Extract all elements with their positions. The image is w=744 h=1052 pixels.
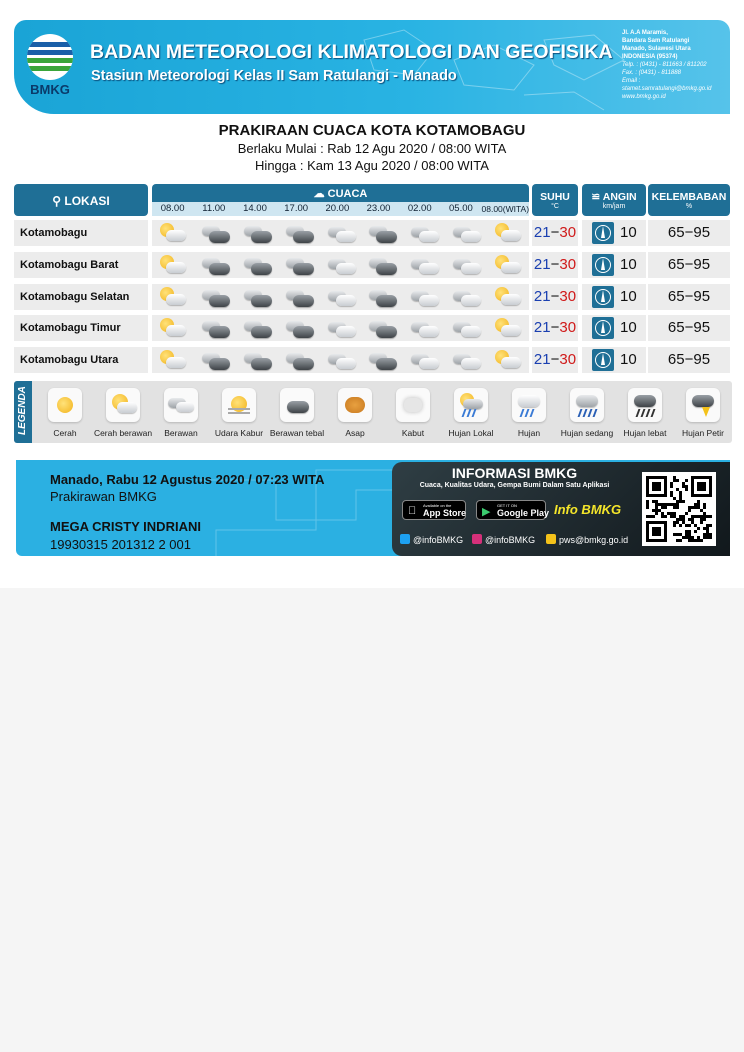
legend-item (268, 381, 326, 443)
mail-icon (546, 534, 556, 544)
weather-icons (152, 220, 529, 246)
berawan-tebal-icon (242, 255, 272, 275)
berawan-tebal-icon (367, 255, 397, 275)
weather-cell (361, 252, 403, 278)
wind-speed: 10 (620, 255, 637, 273)
temp-min: 21 (533, 224, 551, 241)
weather-cell (487, 284, 529, 310)
issue-date: Manado, Rabu 12 Agustus 2020 / 07:23 WITA (50, 472, 325, 487)
weather-cell (236, 315, 278, 341)
forecaster-role: Prakirawan BMKG (50, 489, 157, 504)
address-fax: Fax. : (0431) - 811888 (622, 70, 681, 76)
table-row (14, 315, 732, 341)
qr-code[interactable] (642, 472, 716, 546)
wind (582, 284, 646, 310)
weather-cell (152, 220, 194, 246)
email-address: pws@bmkg.go.id (559, 535, 629, 545)
cerah-berawan-icon (158, 255, 188, 275)
wind-direction-icon (592, 222, 614, 244)
legend-label: Hujan Lokal (448, 428, 494, 438)
cerah-berawan-icon (158, 287, 188, 307)
humidity: 65−95 (648, 220, 730, 246)
app-store-button[interactable] (402, 500, 466, 520)
wind (582, 252, 646, 278)
info-title: INFORMASI BMKG (451, 465, 578, 481)
berawan-icon (409, 255, 439, 275)
map-decoration (344, 20, 644, 114)
berawan-tebal-icon (367, 318, 397, 338)
temp-separator: − (550, 319, 560, 337)
legend-label: Hujan (517, 428, 541, 438)
google-play-small: GET IT ON (497, 503, 517, 508)
temp-min: 21 (533, 351, 551, 369)
weather-cell (403, 347, 445, 373)
weather-cell (487, 220, 529, 246)
weather-cell (152, 284, 194, 310)
berawan-tebal-icon (284, 287, 314, 307)
humidity: 65−95 (648, 252, 730, 278)
weather-cell (445, 252, 487, 278)
footer (16, 460, 730, 556)
weather-icons (152, 315, 529, 341)
berawan-tebal-icon (284, 223, 314, 243)
apple-icon (408, 505, 416, 517)
address-line: Manado, Sulawesi Utara (622, 46, 691, 52)
wind-speed: 10 (620, 351, 637, 369)
forecast-title-block (0, 122, 744, 173)
header-kelembaban-unit: % (685, 203, 693, 210)
berawan-icon (326, 350, 356, 370)
legend-label: Berawan (164, 428, 198, 438)
legend-item (36, 381, 94, 443)
cerah-berawan-icon (493, 318, 523, 338)
legend (14, 381, 732, 443)
cerah-berawan-icon (158, 223, 188, 243)
weather-cell (445, 347, 487, 373)
table-row (14, 347, 732, 373)
info-panel (392, 462, 730, 556)
berawan-tebal-icon (284, 318, 314, 338)
berawan-icon (409, 287, 439, 307)
weather-cell (194, 347, 236, 373)
weather-cell (194, 284, 236, 310)
time-label: 23.00 (366, 203, 391, 214)
cerah-berawan-icon (493, 350, 523, 370)
org-subtitle: Stasiun Meteorologi Kelas II Sam Ratulangi - Manado (91, 68, 457, 84)
thunderstorm-icon (686, 388, 720, 422)
header-banner (14, 20, 730, 114)
wind-direction-icon (592, 349, 614, 371)
weather-cell (152, 252, 194, 278)
address-email: stamet.samratulangi@bmkg.go.id (622, 86, 712, 92)
weather-cell (236, 284, 278, 310)
google-play-label: Google Play (497, 508, 550, 518)
berawan-tebal-icon (367, 287, 397, 307)
legend-tab (14, 381, 32, 443)
humidity: 65−95 (648, 347, 730, 373)
address-line: INDONESIA (95374) (622, 54, 678, 60)
weather-cell (361, 347, 403, 373)
cerah-berawan-icon (493, 287, 523, 307)
dark-cloud-icon (280, 388, 314, 422)
legend-item (442, 381, 500, 443)
header-suhu (532, 184, 578, 216)
temperature (532, 347, 578, 373)
temp-max: 30 (559, 255, 577, 273)
legend-label: Cerah (53, 428, 77, 438)
weather-cell (403, 252, 445, 278)
header-lokasi-label: LOKASI (64, 194, 110, 208)
address-email-label: Email : (622, 78, 641, 84)
google-play-button[interactable] (476, 500, 550, 520)
weather-cell (320, 252, 362, 278)
header-lokasi (14, 184, 148, 216)
time-label: 20.00 (325, 203, 350, 214)
wind-speed: 10 (620, 224, 637, 241)
time-row (152, 202, 529, 216)
berawan-icon (326, 318, 356, 338)
legend-tab-label: LEGENDA (17, 386, 28, 435)
weather-cell (278, 284, 320, 310)
berawan-icon (451, 318, 481, 338)
legend-item (616, 381, 674, 443)
berawan-tebal-icon (367, 223, 397, 243)
weather-cell (152, 315, 194, 341)
cerah-berawan-icon (493, 255, 523, 275)
berawan-icon (451, 350, 481, 370)
weather-cell (320, 315, 362, 341)
legend-label: Hujan lebat (623, 428, 667, 438)
header-kelembaban (648, 184, 730, 216)
temp-max: 30 (559, 287, 577, 305)
berawan-tebal-icon (242, 318, 272, 338)
weather-cell (403, 220, 445, 246)
legend-item (152, 381, 210, 443)
table-row (14, 252, 732, 278)
cloud-icon (164, 388, 198, 422)
temperature (532, 252, 578, 278)
heavy-rain-icon (628, 388, 662, 422)
wind-speed: 10 (620, 287, 637, 305)
weather-cell (361, 220, 403, 246)
wind (582, 315, 646, 341)
wind-direction-icon (592, 254, 614, 276)
weather-cell (194, 315, 236, 341)
weather-cell (445, 220, 487, 246)
berawan-icon (451, 287, 481, 307)
weather-cell (445, 284, 487, 310)
wind-direction-icon (592, 317, 614, 339)
fog-icon (396, 388, 430, 422)
app-store-label: App Store (423, 508, 467, 518)
weather-cell (278, 315, 320, 341)
rain-icon (512, 388, 546, 422)
berawan-icon (451, 255, 481, 275)
header-suhu-unit: °C (551, 203, 559, 210)
temp-min: 21 (533, 319, 551, 337)
sun-cloud-icon (106, 388, 140, 422)
legend-item (558, 381, 616, 443)
address-line: Jl. A.A Maramis, (622, 30, 668, 36)
weather-icons (152, 284, 529, 310)
legend-label: Cerah berawan (93, 428, 153, 438)
weather-cell (236, 347, 278, 373)
temp-separator: − (550, 351, 560, 369)
temp-separator: − (550, 224, 560, 241)
temperature (532, 220, 578, 246)
legend-label: Hujan Petir (681, 428, 725, 438)
temp-min: 21 (533, 255, 551, 273)
weather-cell (194, 252, 236, 278)
legend-item (384, 381, 442, 443)
weather-cell (361, 284, 403, 310)
wind (582, 347, 646, 373)
berawan-tebal-icon (200, 318, 230, 338)
legend-item (326, 381, 384, 443)
address-web: www.bmkg.go.id (622, 94, 666, 100)
time-label: 17.00 (284, 203, 309, 214)
weather-icons (152, 252, 529, 278)
berawan-icon (409, 350, 439, 370)
time-label: 14.00 (243, 203, 267, 214)
header-suhu-label: SUHU (540, 191, 570, 203)
location-pin-icon: ⚲ (52, 194, 65, 208)
temp-max: 30 (559, 351, 577, 369)
valid-to: Hingga : Kam 13 Agu 2020 / 08:00 WITA (255, 158, 489, 173)
weather-icons (152, 347, 529, 373)
time-label: 11.00 (202, 203, 226, 214)
berawan-icon (326, 223, 356, 243)
twitter-link[interactable] (400, 534, 463, 545)
haze-icon (222, 388, 256, 422)
wind-direction-icon (592, 286, 614, 308)
weather-cell (236, 252, 278, 278)
cloud-icon: ☁ (313, 188, 328, 200)
app-name: Info BMKG (554, 502, 622, 517)
weather-cell (278, 252, 320, 278)
berawan-tebal-icon (242, 223, 272, 243)
berawan-tebal-icon (284, 255, 314, 275)
legend-item (210, 381, 268, 443)
wind-icon: ≌ (591, 191, 603, 203)
berawan-tebal-icon (367, 350, 397, 370)
weather-cell (152, 347, 194, 373)
weather-cell (278, 347, 320, 373)
time-label: 08.00 (160, 203, 185, 214)
berawan-tebal-icon (200, 223, 230, 243)
address-block (622, 29, 728, 101)
humidity: 65−95 (648, 315, 730, 341)
time-label: 05.00 (449, 203, 473, 214)
berawan-tebal-icon (242, 350, 272, 370)
table-row (14, 284, 732, 310)
moderate-rain-icon (570, 388, 604, 422)
instagram-handle: @infoBMKG (485, 535, 536, 545)
table-row (14, 220, 732, 246)
berawan-tebal-icon (200, 287, 230, 307)
header-cuaca (152, 184, 529, 202)
sun-icon (48, 388, 82, 422)
berawan-tebal-icon (284, 350, 314, 370)
play-icon: ▶ (482, 506, 491, 518)
legend-label: Udara Kabur (214, 428, 264, 438)
instagram-icon (472, 534, 482, 544)
bmkg-logo (24, 34, 76, 98)
weather-cell (403, 284, 445, 310)
weather-cell (361, 315, 403, 341)
org-title: BADAN METEOROLOGI KLIMATOLOGI DAN GEOFISIKA (90, 41, 613, 63)
weather-cell (487, 315, 529, 341)
smoke-icon (338, 388, 372, 422)
address-line: Bandara Sam Ratulangi (622, 38, 690, 44)
location-name: Kotamobagu Timur (14, 315, 148, 341)
local-rain-icon (454, 388, 488, 422)
berawan-icon (409, 318, 439, 338)
time-label: 08.00(WITA) (481, 204, 530, 214)
location-name: Kotamobagu Barat (14, 252, 148, 278)
weather-cell (320, 284, 362, 310)
temp-separator: − (550, 287, 560, 305)
legend-item (500, 381, 558, 443)
app-store-small: Available on the (423, 503, 452, 508)
temp-separator: − (550, 255, 560, 273)
forecaster-name: MEGA CRISTY INDRIANI (50, 519, 201, 534)
time-label: 02.00 (407, 203, 432, 214)
legend-label: Kabut (401, 428, 425, 438)
legend-label: Berawan tebal (269, 428, 325, 438)
berawan-icon (326, 287, 356, 307)
twitter-icon (400, 534, 410, 544)
twitter-handle: @infoBMKG (413, 535, 464, 545)
address-telp: Telp. : (0431) - 811663 / 811202 (622, 62, 707, 68)
weather-cell (487, 347, 529, 373)
weather-cell (320, 347, 362, 373)
weather-cell (320, 220, 362, 246)
temp-min: 21 (533, 287, 551, 305)
berawan-tebal-icon (200, 255, 230, 275)
cerah-berawan-icon (493, 223, 523, 243)
legend-items (36, 381, 732, 443)
temp-max: 30 (559, 319, 577, 337)
weather-cell (445, 315, 487, 341)
humidity: 65−95 (648, 284, 730, 310)
berawan-tebal-icon (200, 350, 230, 370)
location-name: Kotamobagu Utara (14, 347, 148, 373)
temperature (532, 315, 578, 341)
valid-from: Berlaku Mulai : Rab 12 Agu 2020 / 08:00 WITA (237, 141, 507, 156)
temp-max: 30 (559, 224, 577, 241)
cerah-berawan-icon (158, 350, 188, 370)
info-subtitle: Cuaca, Kualitas Udara, Gempa Bumi Dalam Satu Aplikasi (419, 482, 610, 489)
weather-cell (278, 220, 320, 246)
header-angin-unit: km/jam (602, 203, 626, 210)
weather-cell (487, 252, 529, 278)
legend-item (94, 381, 152, 443)
location-name: Kotamobagu (14, 220, 148, 246)
email-link[interactable] (546, 534, 628, 545)
weather-cell (194, 220, 236, 246)
instagram-link[interactable] (472, 534, 535, 545)
header-angin-label: ANGIN (602, 191, 637, 203)
weather-cell (236, 220, 278, 246)
location-name: Kotamobagu Selatan (14, 284, 148, 310)
weather-cell (403, 315, 445, 341)
header-kelembaban-label: KELEMBABAN (651, 191, 727, 203)
wind (582, 220, 646, 246)
forecaster-nip: 19930315 201312 2 001 (50, 537, 191, 552)
legend-item (674, 381, 732, 443)
berawan-icon (326, 255, 356, 275)
legend-label: Asap (345, 428, 365, 438)
logo-text: BMKG (30, 82, 70, 97)
cerah-berawan-icon (158, 318, 188, 338)
berawan-tebal-icon (242, 287, 272, 307)
berawan-icon (451, 223, 481, 243)
wind-speed: 10 (620, 319, 637, 337)
legend-label: Hujan sedang (560, 428, 614, 438)
temperature (532, 284, 578, 310)
berawan-icon (409, 223, 439, 243)
page-title: PRAKIRAAN CUACA KOTA KOTAMOBAGU (218, 122, 526, 139)
header-angin (582, 184, 646, 216)
header-cuaca-label: CUACA (327, 188, 368, 200)
